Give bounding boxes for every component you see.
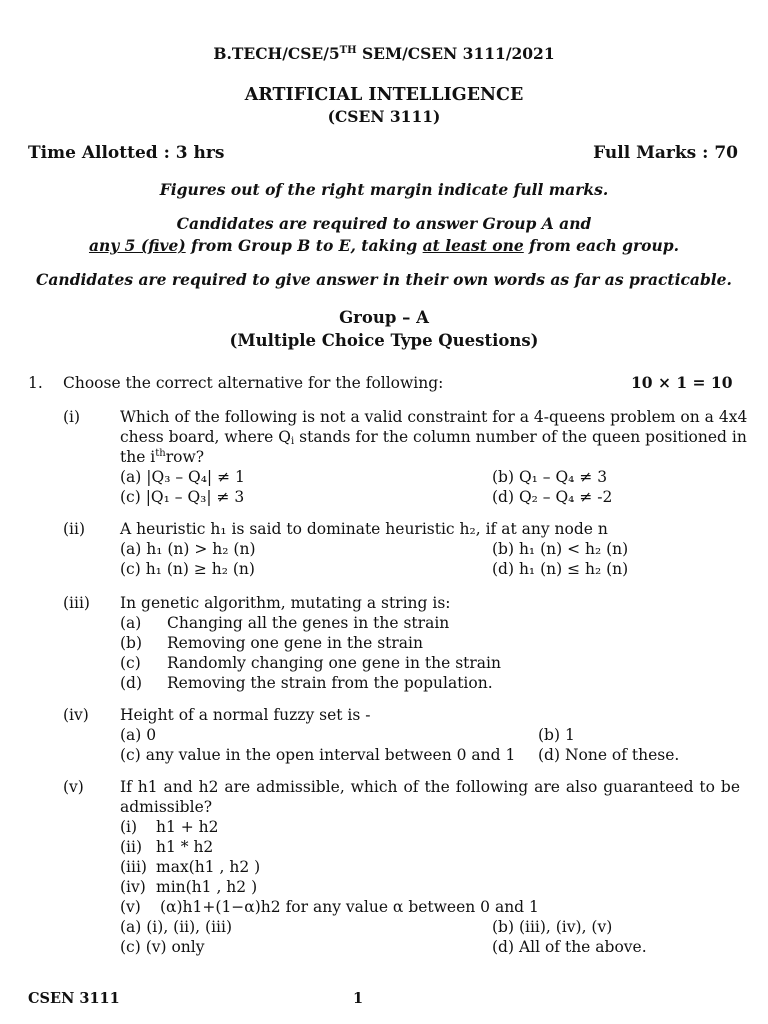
option-text: Randomly changing one gene in the strain (167, 654, 501, 672)
time-allotted: Time Allotted : 3 hrs (28, 143, 225, 163)
question-marks: 10 × 1 = 10 (631, 373, 733, 392)
item-text: (α)h1+(1−α)h2 for any value α between 0 and 1 (160, 898, 539, 916)
instruction-own-words: Candidates are required to give answer in their own words as far as practicable. (36, 270, 732, 289)
item-label: (v) (120, 898, 141, 916)
item-label: (iii) (120, 858, 147, 876)
item-text: h1 + h2 (156, 818, 219, 836)
item-text: min(h1 , h2 ) (156, 878, 258, 896)
sub-question-number: (iii) (63, 594, 90, 612)
option-d: (d) Q₂ – Q₄ ≠ -2 (492, 488, 613, 506)
sub-question-text: the $i^{th}row$? (120, 448, 205, 466)
sub-question-text: Height of a normal fuzzy set is - (120, 706, 371, 724)
item-text: h1 * h2 (156, 838, 214, 856)
group-subtitle: (Multiple Choice Type Questions) (229, 331, 539, 350)
option-d: (d) h₁ (n) ≤ h₂ (n) (492, 560, 629, 578)
option-label: (b) (120, 634, 143, 652)
sub-question-number: (v) (63, 778, 84, 796)
sub-question-number: (ii) (63, 520, 86, 538)
option-c: (c) h₁ (n) ≥ h₂ (n) (120, 560, 255, 578)
subject-code: (CSEN 3111) (327, 107, 441, 126)
option-a: (a) |Q₃ – Q₄| ≠ 1 (120, 468, 245, 486)
sub-question-text: A heuristic h₁ is said to dominate heuristic h₂, if at any node n (120, 520, 608, 538)
group-title: Group – A (339, 308, 429, 327)
item-label: (iv) (120, 878, 146, 896)
exam-code: B.TECH/CSE/5TH SEM/CSEN 3111/2021 (213, 44, 555, 63)
item-label: (ii) (120, 838, 143, 856)
subject-title: ARTIFICIAL INTELLIGENCE (244, 85, 524, 105)
option-text: Removing one gene in the strain (167, 634, 423, 652)
sub-question-text: In genetic algorithm, mutating a string is: (120, 594, 451, 612)
question-text: Choose the correct alternative for the following: (63, 374, 444, 392)
footer-code: CSEN 3111 (28, 990, 120, 1007)
sub-question-number: (i) (63, 408, 81, 426)
option-c: (c) (v) only (120, 938, 205, 956)
item-label: (i) (120, 818, 138, 836)
sub-question-text: admissible? (120, 798, 213, 816)
option-text: Removing the strain from the population. (167, 674, 493, 692)
full-marks: Full Marks : 70 (593, 143, 738, 163)
option-b: (b) Q₁ – Q₄ ≠ 3 (492, 468, 608, 486)
option-a: (a) (i), (ii), (iii) (120, 918, 232, 936)
sub-question-text: Which of the following is not a valid constraint for a 4-queens problem on a 4x4 (120, 408, 748, 426)
sub-question-text: If h1 and h2 are admissible, which of the following are also guaranteed to be (120, 778, 740, 796)
option-a: (a) 0 (120, 726, 157, 744)
option-b: (b) (iii), (iv), (v) (492, 918, 613, 936)
sub-question-text: chess board, where $Q_i$ stands for the column number of the queen positioned in (120, 428, 747, 447)
instruction-marks: Figures out of the right margin indicate full marks. (159, 180, 609, 199)
option-label: (d) (120, 674, 143, 692)
question-number: 1. (28, 374, 43, 392)
option-c: (c) |Q₁ – Q₃| ≠ 3 (120, 488, 245, 506)
item-text: max(h1 , h2 ) (156, 858, 261, 876)
instruction-answer: Candidates are required to answer Group A and (176, 214, 592, 233)
page-number: 1 (353, 990, 364, 1007)
option-d: (d) All of the above. (492, 938, 647, 956)
option-label: (a) (120, 614, 142, 632)
option-a: (a) h₁ (n) > h₂ (n) (120, 540, 256, 558)
sub-question-number: (iv) (63, 706, 89, 724)
option-b: (b) h₁ (n) < h₂ (n) (492, 540, 629, 558)
option-c: (c) any value in the open interval between 0 and 1 (120, 746, 516, 764)
option-d: (d) None of these. (538, 746, 680, 764)
instruction-groups: any 5 (five) from Group B to E, taking at least one from each group. (88, 236, 680, 255)
option-b: (b) 1 (538, 726, 575, 744)
option-text: Changing all the genes in the strain (167, 614, 450, 632)
option-label: (c) (120, 654, 141, 672)
